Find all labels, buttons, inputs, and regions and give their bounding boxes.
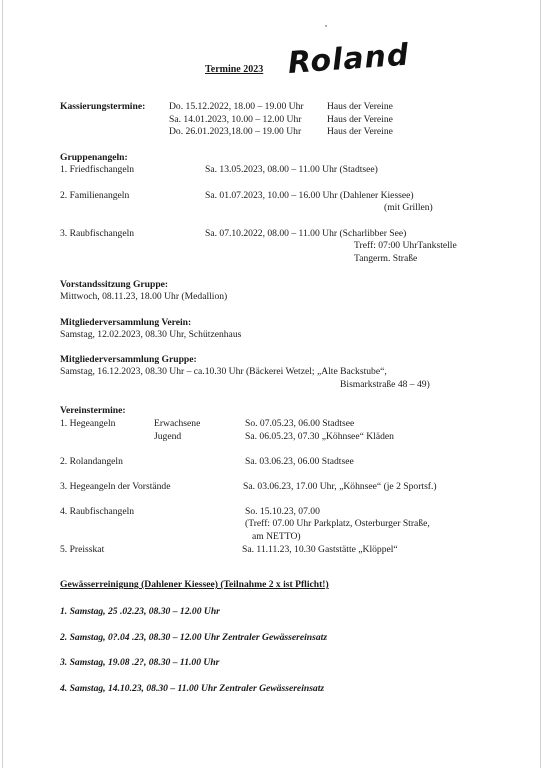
mv-verein-text: Samstag, 12.02.2023, 08.30 Uhr, Schützenhaus [60,329,242,340]
mv-gruppe-text: Samstag, 16.12.2023, 08.30 Uhr – ca.10.30 Uhr (Bäckerei Wetzel; „Alte Backstube“, [60,366,387,377]
gewaesser-item: 4. Samstag, 14.10.23, 08.30 – 11.00 Uhr Zentraler Gewässereinsatz [60,683,325,694]
vereinstermine-name: 1. Hegeangeln [60,418,116,429]
vereinstermine-sub: Jugend [154,431,182,442]
gewaesser-heading: Gewässerreinigung (Dahlener Kiessee) (Teilnahme 2 x ist Pflicht!) [60,579,329,590]
vereinstermine-date: Sa. 11.11.23, 10.30 Gaststätte „Klöppel“ [242,544,398,555]
gruppenangeln-detail: Sa. 07.10.2022, 08.00 – 11.00 Uhr (Scharlibber See) [205,228,407,239]
gruppenangeln-detail: Sa. 01.07.2023, 10.00 – 16.00 Uhr (Dahlener Kiessee) [205,190,414,201]
mv-gruppe-text-2: Bismarkstraße 48 – 49) [340,379,430,390]
kassierung-date: Do. 26.01.2023,18.00 – 19.00 Uhr [169,126,302,137]
mv-verein-heading: Mitgliederversammlung Verein: [60,317,192,328]
gruppenangeln-detail: Sa. 13.05.2023, 08.00 – 11.00 Uhr (Stadtsee) [205,164,378,175]
gruppenangeln-extra: Treff: 07:00 UhrTankstelle [354,240,457,251]
kassierung-date: Do. 15.12.2022, 18.00 – 19.00 Uhr [169,101,304,112]
vereinstermine-date: Sa. 03.06.23, 17.00 Uhr, „Köhnsee“ (je 2 Sportsf.) [243,481,437,492]
gewaesser-item: 1. Samstag, 25 .02.23, 08.30 – 12.00 Uhr [60,606,220,617]
kassierung-label: Kassierungstermine: [60,101,146,112]
handwritten-name: Roland [286,37,411,81]
gruppenangeln-name: 1. Friedfischangeln [60,164,135,175]
vereinstermine-name: 2. Rolandangeln [60,456,123,467]
gewaesser-item: 2. Samstag, 0?.04 .23, 08.30 – 12.00 Uhr Zentraler Gewässereinsatz [60,632,328,643]
kassierung-place: Haus der Vereine [327,101,393,112]
page-title: Termine 2023 [205,64,264,75]
vereinstermine-date: So. 07.05.23, 06.00 Stadtsee [245,418,355,429]
gewaesser-item: 3. Samstag, 19.08 .2?, 08.30 – 11.00 Uhr [60,657,220,668]
vereinstermine-date: So. 15.10.23, 07.00 [245,506,320,517]
vereinstermine-heading: Vereinstermine: [60,405,126,416]
vereinstermine-name: 5. Preisskat [60,544,105,555]
gruppenangeln-heading: Gruppenangeln: [60,152,128,163]
mv-gruppe-heading: Mitgliederversammlung Gruppe: [60,354,197,365]
vereinstermine-name: 3. Hegeangeln der Vorstände [60,481,171,492]
kassierung-place: Haus der Vereine [327,114,393,125]
vereinstermine-name: 4. Raubfischangeln [60,506,135,517]
kassierung-date: Sa. 14.01.2023, 10.00 – 12.00 Uhr [169,114,302,125]
vereinstermine-date: Sa. 03.06.23, 06.00 Stadtsee [245,456,354,467]
scan-edge-right [540,0,541,768]
gruppenangeln-name: 3. Raubfischangeln [60,228,135,239]
vereinstermine-sub: Erwachsene [154,418,201,429]
kassierung-place: Haus der Vereine [327,126,393,137]
gruppenangeln-extra: (mit Grillen) [384,202,433,213]
gruppenangeln-extra: Tangerm. Straße [354,253,418,264]
scan-speck [325,25,327,27]
vereinstermine-extra: (Treff: 07.00 Uhr Parkplatz, Osterburger Straße, [245,518,430,529]
vereinstermine-extra: am NETTO) [252,531,301,542]
gruppenangeln-name: 2. Familienangeln [60,190,130,201]
scan-edge-left [2,0,3,768]
vorstand-text: Mittwoch, 08.11.23, 18.00 Uhr (Medallion) [60,291,228,302]
vorstand-heading: Vorstandssitzung Gruppe: [60,279,169,290]
vereinstermine-date: Sa. 06.05.23, 07.30 „Köhnsee“ Kläden [245,431,394,442]
